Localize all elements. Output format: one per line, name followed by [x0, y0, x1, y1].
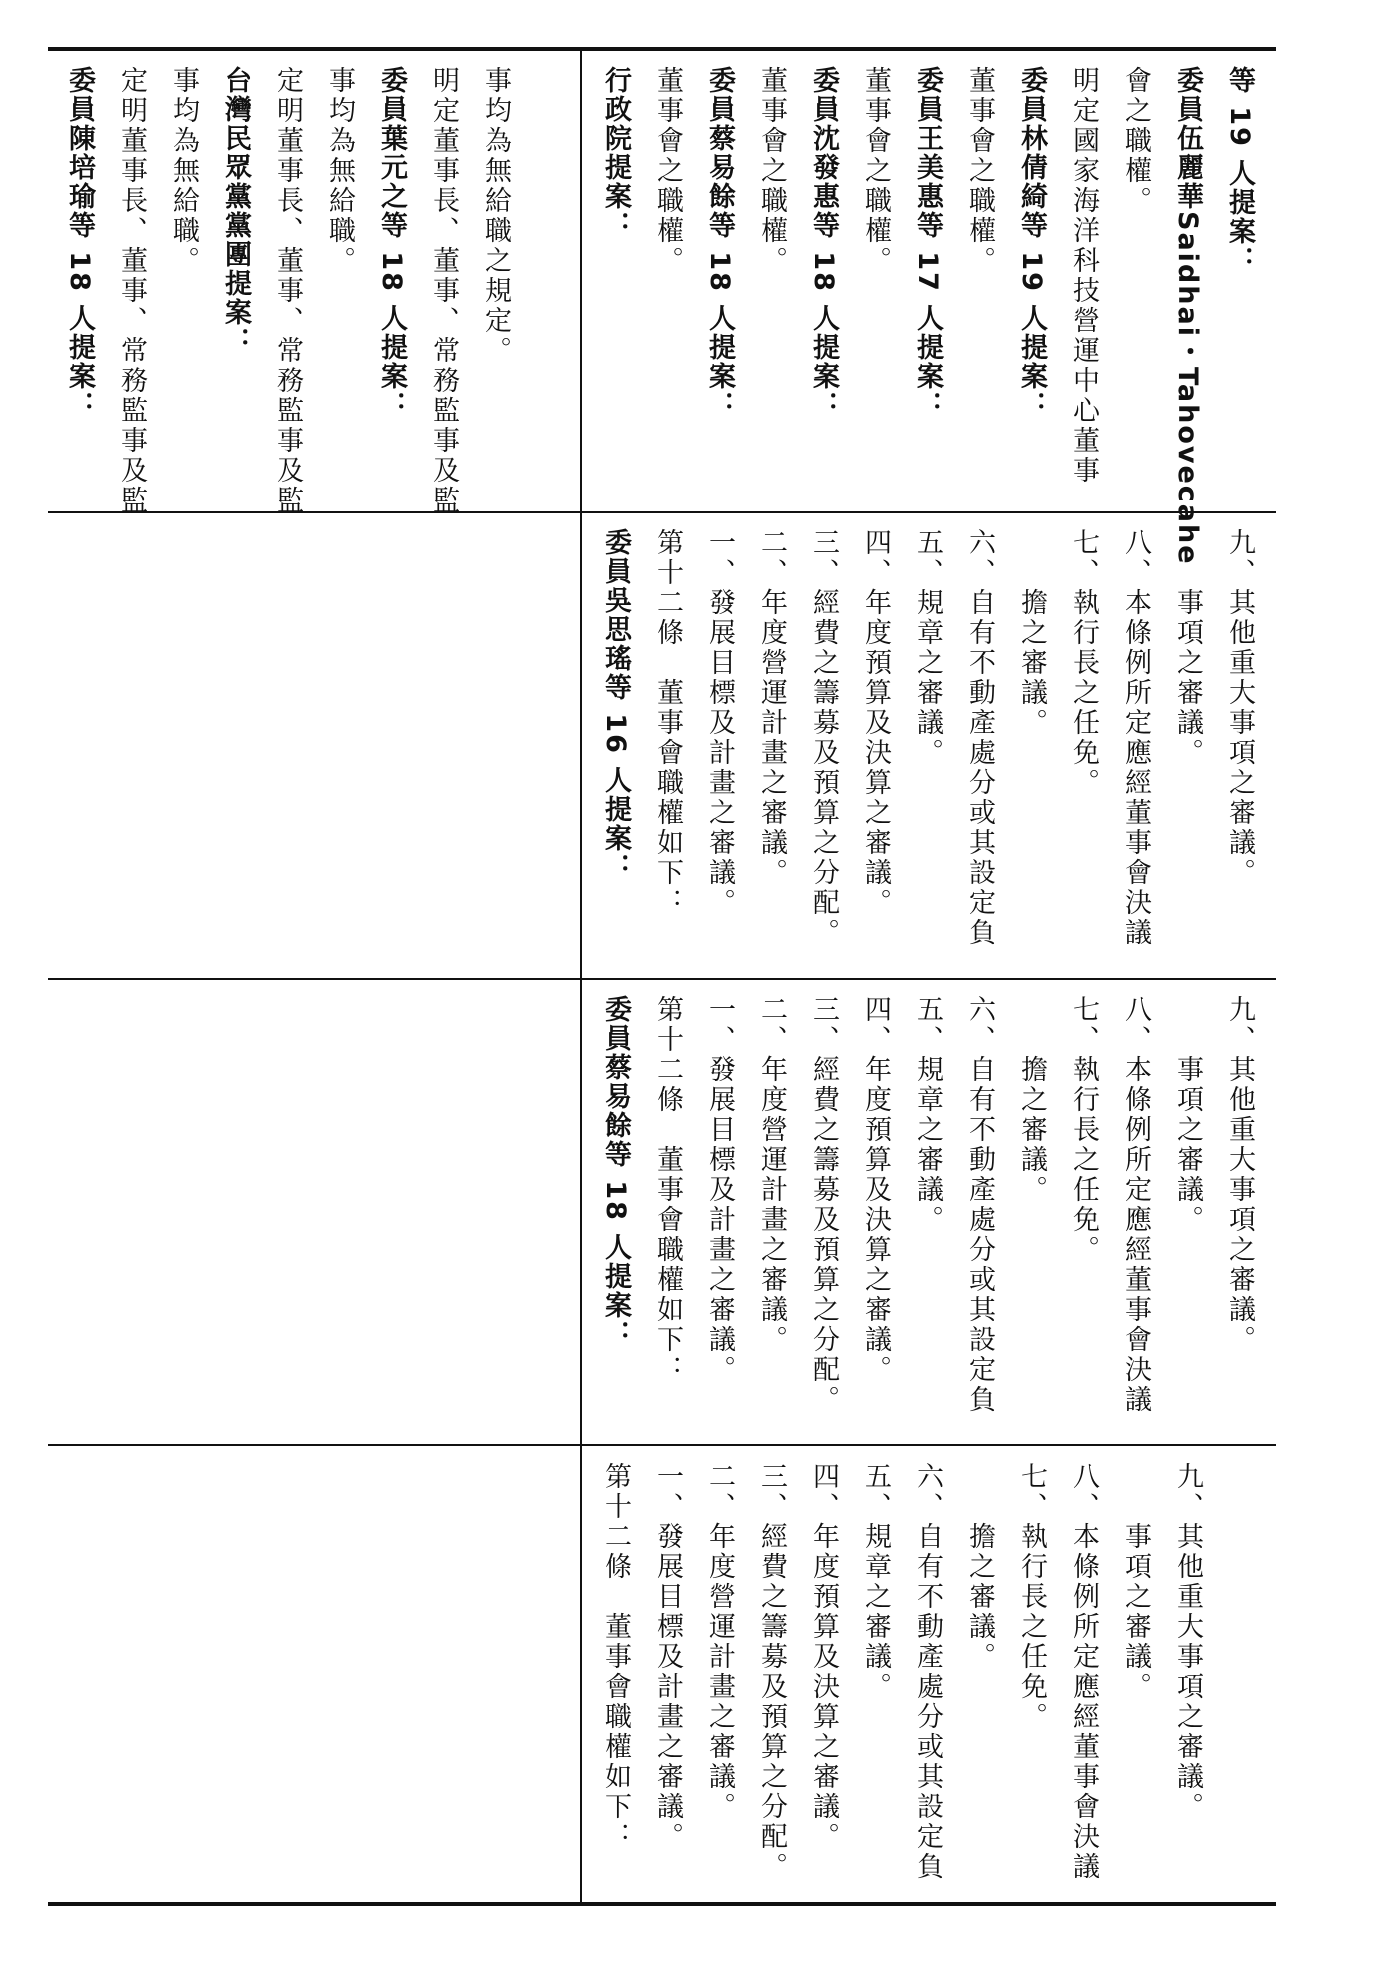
bottom-border	[48, 1902, 1276, 1906]
text-line: 四、年度預算及決算之審議。	[860, 995, 891, 1385]
proposal-heading: 委員葉元之等 18 人提案：	[376, 66, 407, 421]
text-line: 擔之審議。	[1016, 528, 1047, 738]
row-divider-2	[48, 978, 1276, 980]
text-line: 二、年度營運計畫之審議。	[756, 995, 787, 1355]
text-line: 事項之審議。	[1172, 528, 1203, 768]
proposal-heading: 委員王美惠等 17 人提案：	[912, 66, 943, 421]
row-divider-1	[48, 511, 1276, 513]
text-line: 事均為無給職。	[168, 66, 199, 276]
top-border	[48, 47, 1276, 51]
text-line: 七、執行長之任免。	[1016, 1462, 1047, 1732]
text-line: 三、經費之籌募及預算之分配。	[808, 528, 839, 948]
column-divider	[580, 49, 582, 1904]
text-line: 董事會之職權。	[756, 66, 787, 276]
text-line: 事項之審議。	[1172, 995, 1203, 1235]
text-line: 五、規章之審議。	[860, 1462, 891, 1702]
text-line: 定明董事長、董事、常務監事及監	[116, 66, 147, 516]
text-line: 董事會之職權。	[964, 66, 995, 276]
text-line: 九、其他重大事項之審議。	[1172, 1462, 1203, 1822]
text-line: 第十二條 董事會職權如下：	[652, 995, 683, 1385]
proposal-heading: 委員伍麗華Saidhai・Tahovecahe	[1172, 66, 1203, 566]
row-divider-3	[48, 1444, 1276, 1446]
proposal-heading: 行政院提案：	[600, 66, 631, 240]
text-line: 九、其他重大事項之審議。	[1224, 528, 1255, 888]
text-line: 董事會之職權。	[652, 66, 683, 276]
text-line: 二、年度營運計畫之審議。	[756, 528, 787, 888]
text-line: 六、自有不動產處分或其設定負	[964, 528, 995, 948]
text-line: 七、執行長之任免。	[1068, 995, 1099, 1265]
text-line: 一、發展目標及計畫之審議。	[704, 995, 735, 1385]
text-line: 三、經費之籌募及預算之分配。	[756, 1462, 787, 1882]
text-line: 六、自有不動產處分或其設定負	[964, 995, 995, 1415]
text-line: 事均為無給職之規定。	[480, 66, 511, 366]
text-line: 明定董事長、董事、常務監事及監	[428, 66, 459, 516]
proposal-heading: 等 19 人提案：	[1224, 66, 1255, 276]
text-line: 定明董事長、董事、常務監事及監	[272, 66, 303, 516]
text-line: 八、本條例所定應經董事會決議	[1120, 995, 1151, 1415]
text-line: 一、發展目標及計畫之審議。	[652, 1462, 683, 1852]
text-line: 董事會之職權。	[860, 66, 891, 276]
proposal-heading: 委員陳培瑜等 18 人提案：	[64, 66, 95, 421]
text-line: 第十二條 董事會職權如下：	[600, 1462, 631, 1852]
text-line: 五、規章之審議。	[912, 995, 943, 1235]
text-line: 五、規章之審議。	[912, 528, 943, 768]
text-line: 明定國家海洋科技營運中心董事	[1068, 66, 1099, 486]
text-line: 九、其他重大事項之審議。	[1224, 995, 1255, 1355]
proposal-heading: 委員林倩綺等 19 人提案：	[1016, 66, 1047, 421]
text-line: 事項之審議。	[1120, 1462, 1151, 1702]
text-line: 擔之審議。	[1016, 995, 1047, 1205]
text-line: 擔之審議。	[964, 1462, 995, 1672]
text-line: 八、本條例所定應經董事會決議	[1068, 1462, 1099, 1882]
text-line: 七、執行長之任免。	[1068, 528, 1099, 798]
text-line: 八、本條例所定應經董事會決議	[1120, 528, 1151, 948]
text-line: 事均為無給職。	[324, 66, 355, 276]
text-line: 三、經費之籌募及預算之分配。	[808, 995, 839, 1415]
text-line: 四、年度預算及決算之審議。	[860, 528, 891, 918]
proposal-heading: 委員蔡易餘等 18 人提案：	[704, 66, 735, 421]
proposal-heading: 台灣民眾黨黨團提案：	[220, 66, 251, 356]
text-line: 會之職權。	[1120, 66, 1151, 216]
text-line: 一、發展目標及計畫之審議。	[704, 528, 735, 918]
text-line: 第十二條 董事會職權如下：	[652, 528, 683, 918]
proposal-heading: 委員吳思瑤等 16 人提案：	[600, 528, 631, 883]
text-line: 六、自有不動產處分或其設定負	[912, 1462, 943, 1882]
text-line: 四、年度預算及決算之審議。	[808, 1462, 839, 1852]
proposal-heading: 委員沈發惠等 18 人提案：	[808, 66, 839, 421]
proposal-heading: 委員蔡易餘等 18 人提案：	[600, 995, 631, 1350]
text-line: 二、年度營運計畫之審議。	[704, 1462, 735, 1822]
